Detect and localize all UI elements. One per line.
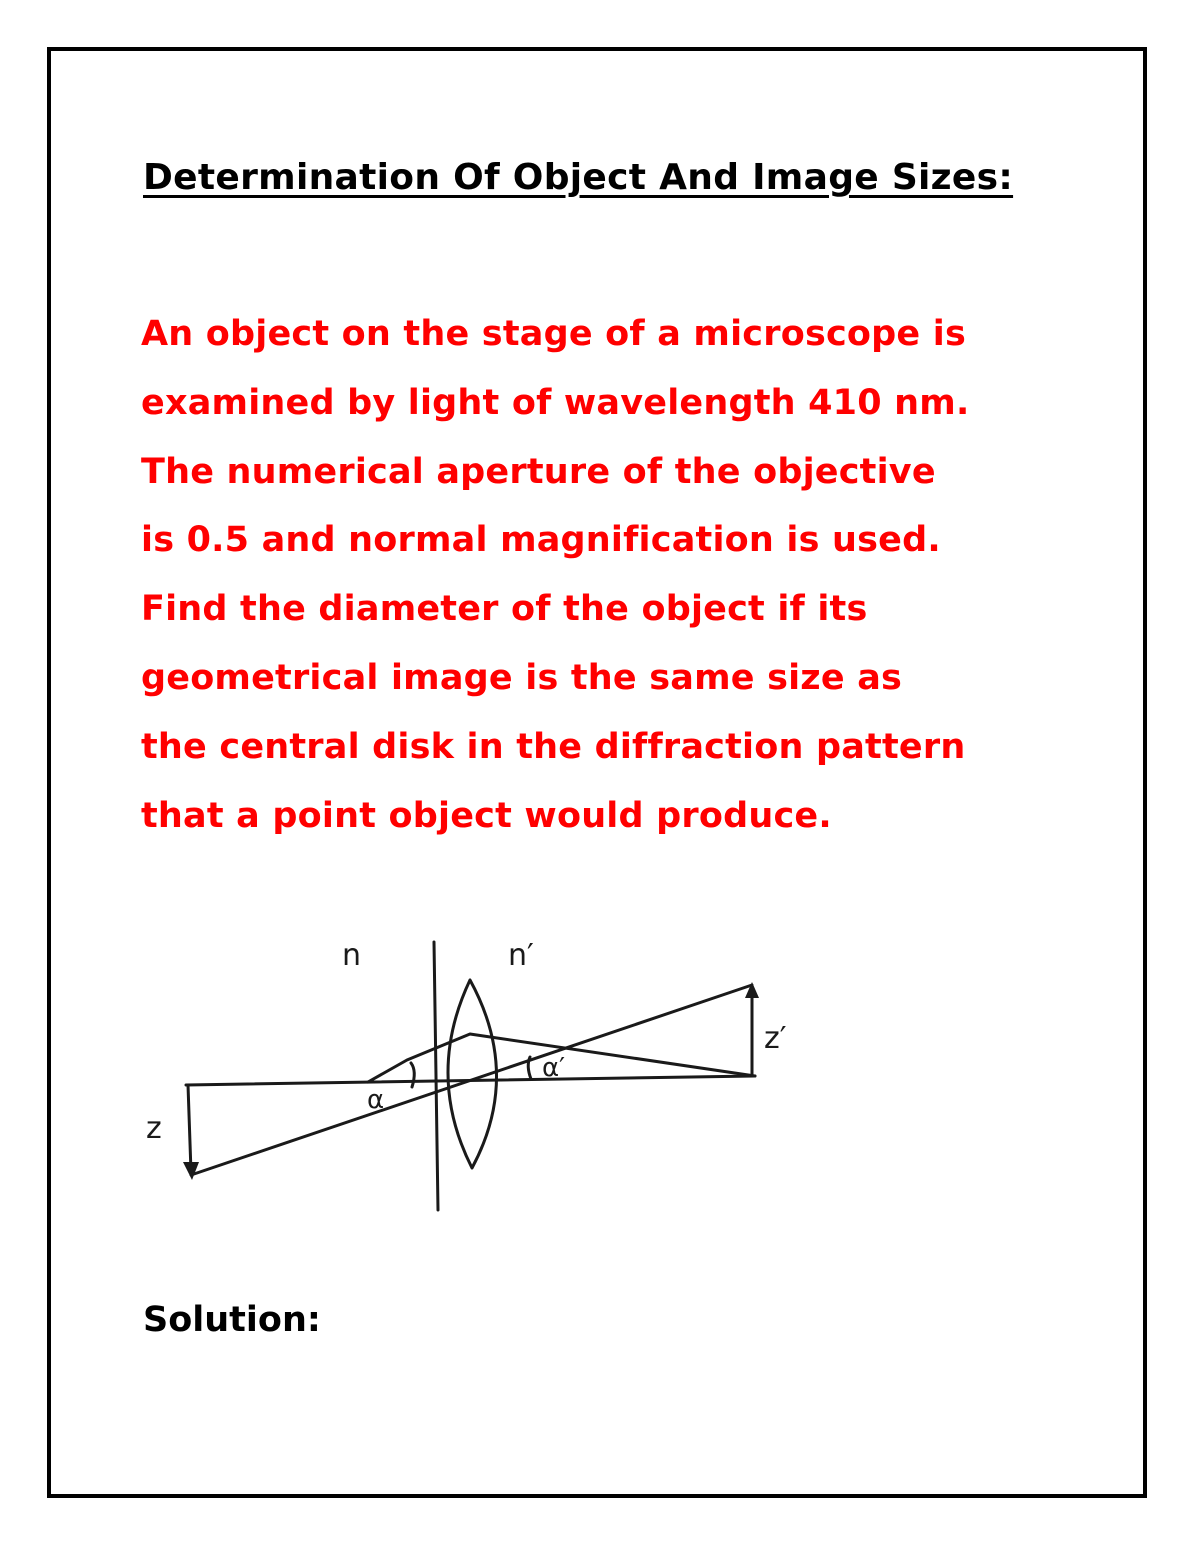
object-arrow xyxy=(188,1085,191,1172)
object-arrowhead xyxy=(183,1162,199,1180)
chief-ray xyxy=(191,985,752,1175)
problem-line: that a point object would produce. xyxy=(141,795,832,836)
lens-diagram xyxy=(140,925,840,1225)
problem-line: is 0.5 and normal magnification is used. xyxy=(141,520,941,561)
label-n-prime: n′ xyxy=(508,938,534,973)
label-n: n xyxy=(342,938,362,973)
image-arrowhead xyxy=(745,982,759,998)
problem-line: examined by light of wavelength 410 nm. xyxy=(141,382,970,423)
problem-line: An object on the stage of a microscope is xyxy=(141,314,966,354)
problem-line: Find the diameter of the object if its xyxy=(141,589,868,630)
label-alpha-prime: α′ xyxy=(542,1053,566,1083)
problem-line: the central disk in the diffraction pattern xyxy=(141,726,966,767)
problem-statement xyxy=(141,300,1101,850)
alpha-arc xyxy=(411,1063,414,1087)
page-title: Determination Of Object And Image Sizes: xyxy=(143,157,1014,198)
label-z: z xyxy=(146,1111,162,1146)
interface-line xyxy=(434,942,438,1210)
label-z-prime: z′ xyxy=(764,1021,787,1056)
problem-line: The numerical aperture of the objective xyxy=(141,451,936,492)
solution-label: Solution: xyxy=(143,1300,321,1340)
label-alpha: α xyxy=(367,1085,385,1115)
problem-line: geometrical image is the same size as xyxy=(141,657,903,698)
